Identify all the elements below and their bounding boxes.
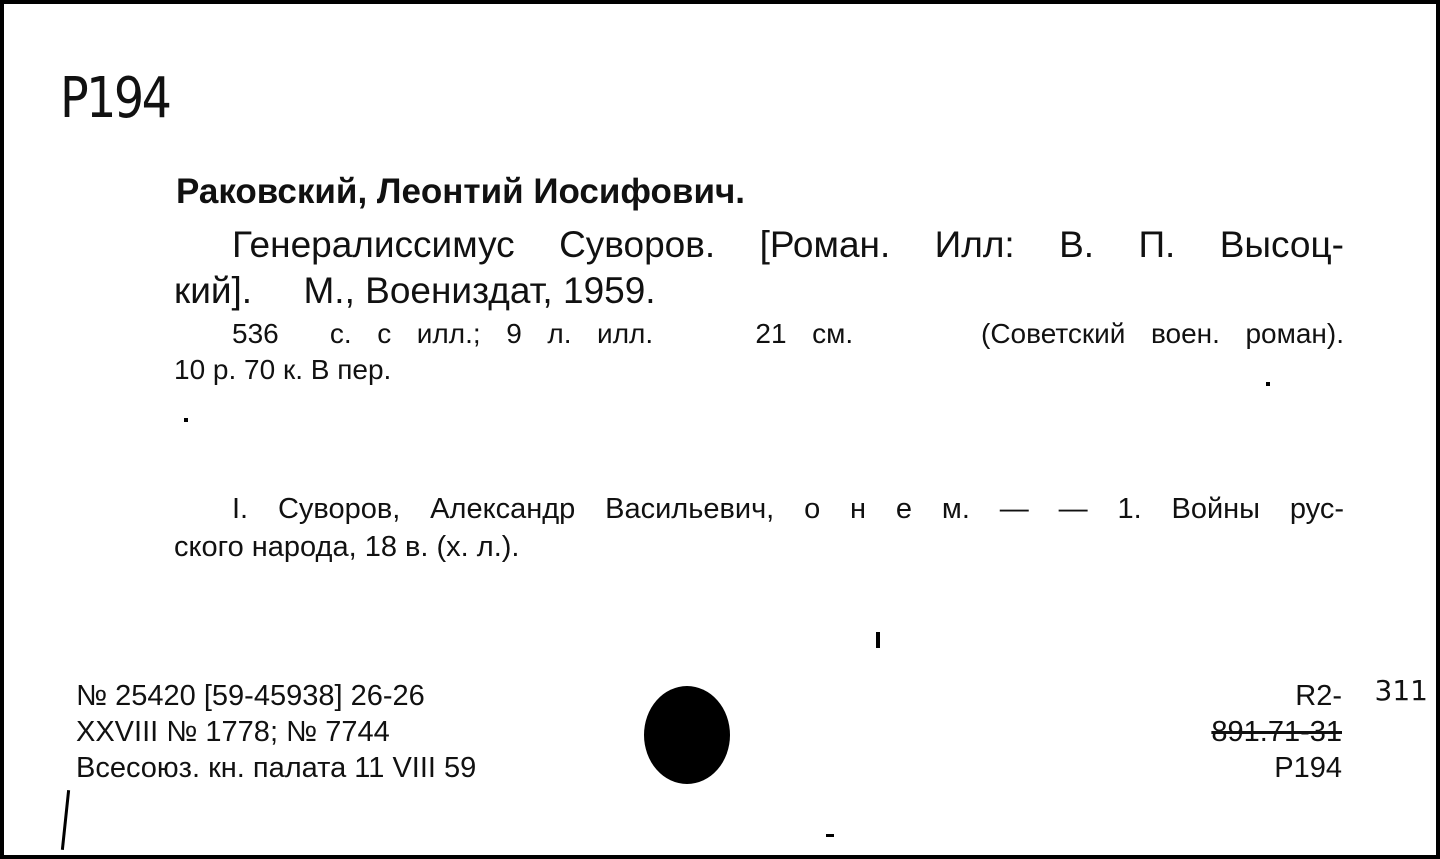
desc-line-2: 10 р. 70 к. В пер. (174, 354, 392, 385)
title-block (174, 222, 1344, 314)
subject-line-1: I. Суворов, Александр Васильевич, о н е м. — — 1. Войны рус- (232, 493, 1344, 525)
classification-code-1: R2- (1295, 680, 1342, 712)
classification-code-3: P194 (1274, 752, 1342, 784)
punch-hole (644, 686, 730, 784)
subject-headings (174, 490, 1344, 566)
subject-line-2: ского народа, 18 в. (х. л.). (174, 531, 520, 563)
registration-info (76, 678, 476, 786)
registration-line-2: XXVIII № 1778; № 7744 (76, 716, 390, 748)
title-line-1: Генералиссимус Суворов. [Роман. Илл: В. П. Высоц- (232, 224, 1344, 265)
ink-speck (1266, 382, 1270, 386)
ink-speck (826, 834, 834, 837)
handwritten-shelfmark: P194 (60, 66, 170, 131)
ink-speck (876, 632, 880, 648)
title-line-2: кий]. М., Воениздат, 1959. (174, 270, 656, 311)
handwritten-number: 311 (1374, 674, 1428, 707)
ink-speck (61, 790, 70, 850)
registration-line-1: № 25420 [59-45938] 26-26 (76, 680, 425, 712)
ink-speck (184, 418, 188, 422)
classification-codes (1211, 678, 1342, 786)
physical-description (174, 316, 1344, 388)
classification-code-2: 891.71-31 (1211, 716, 1342, 748)
desc-line-1: 536 с. с илл.; 9 л. илл. 21 см. (Советский воен. роман). (232, 318, 1344, 349)
author-heading: Раковский, Леонтий Иосифович. (176, 172, 746, 211)
registration-line-3: Всесоюз. кн. палата 11 VIII 59 (76, 752, 477, 784)
